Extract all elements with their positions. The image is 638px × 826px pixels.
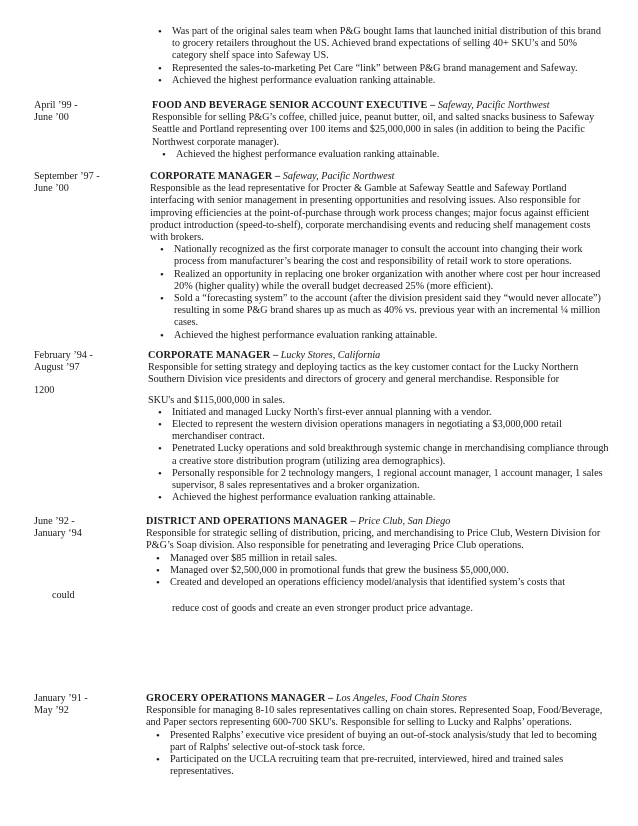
list-item: • Participated on the UCLA recruiting team that pre-recruited, interviewed, hired and trained sales representatives.: [146, 754, 610, 778]
job-bullet-list: [152, 149, 610, 161]
list-item: • Achieved the highest performance evaluation ranking attainable.: [152, 149, 610, 161]
job-dates: [34, 100, 144, 124]
job-title: GROCERY OPERATIONS MANAGER –: [146, 693, 334, 704]
job-entry: [150, 171, 610, 342]
job-bullet-list: [150, 244, 610, 342]
stray-date-note: 1200: [34, 385, 55, 396]
list-item: • Managed over $2,500,000 in promotional funds that grew the business $5,000,000.: [146, 565, 610, 577]
list-item: • Achieved the highest performance evaluation ranking attainable.: [150, 330, 610, 342]
list-item: • Personally responsible for 2 technology mangers, 1 regional account manager, 1 account manager, 1 sales supervisor, 8 sales representatives and a broker organization.: [148, 468, 610, 492]
job-heading: [146, 693, 610, 705]
job-dates: [34, 516, 144, 540]
date-end: May ’92: [34, 705, 69, 717]
job-heading: [146, 516, 610, 528]
date-end: June ’00: [34, 183, 69, 195]
list-item: • Nationally recognized as the first corporate manager to consult the account into changing their work process from manufacturer’s bearing the cost and responsibility of retail work to store operations.: [150, 244, 610, 268]
date-start: February ’94 -: [34, 350, 93, 361]
job-description: Responsible for strategic selling of distribution, pricing, and merchandising to Price Club, Western Division for P&G’s Soap division. Also responsible for penetrating and leveraging Price Club operations.: [146, 528, 601, 552]
list-item: • Presented Ralphs’ executive vice president of buying an out-of-stock analysis/study that led to becoming part of Ralphs' selective out-of-stock task force.: [146, 730, 610, 754]
job-description: Responsible as the lead representative for Procter & Gamble at Safeway Seattle and Safeway Portland interfacing with senior management in presenting opportunities and resolving issues. Also responsible for improving efficiencies at the point-of-purchase through work process changes; major focus against efficient product introduction (speed-to-shelf), corporate merchandising events and reducing shelf management costs with brokers.: [150, 183, 591, 244]
job-title: CORPORATE MANAGER –: [150, 171, 281, 182]
job-dates: [34, 350, 144, 374]
date-start: April ’99 -: [34, 100, 78, 111]
job-dates: [34, 171, 144, 195]
date-start: January ’91 -: [34, 693, 88, 704]
job-bullet-list: [146, 553, 610, 590]
list-item: • Realized an opportunity in replacing one broker organization with another where cost per hour increased 20% (higher quality) while the overall budget decreased 25% (more efficient).: [150, 269, 610, 293]
intro-section: [148, 26, 610, 87]
date-end: August ’97: [34, 362, 80, 374]
list-item: • Sold a “forecasting system” to the account (after the division president said they “would never allocate”) resulting in some P&G brand shares up as much as 40% vs. previous year with an incremental ¼ million cases.: [150, 293, 610, 330]
job-company: Safeway, Pacific Northwest: [437, 100, 550, 111]
job-description: Responsible for managing 8-10 sales representatives calling on chain stores. Represented Soap, Food/Beverage, and Paper sectors representing 600-700 SKU's. Responsible for selling to Lucky and Ralphs’ operations.: [146, 705, 603, 729]
list-item: • Penetrated Lucky operations and sold breakthrough systemic change in merchandising compliance through a creative store distribution program (utilizing area demographics).: [148, 443, 610, 467]
job-company: Safeway, Pacific Northwest: [282, 171, 395, 182]
job-description: Responsible for selling P&G’s coffee, chilled juice, peanut butter, oil, and salted snacks business to Safeway Seattle and Portland representing over 100 items and $25,000,000 in sales (in addition to being the Pacific Northwest corporate manager).: [152, 112, 595, 148]
job-dates: [34, 693, 144, 717]
job-company: Price Club, San Diego: [358, 516, 451, 527]
stray-word-note: could: [52, 590, 75, 601]
job-heading: [148, 350, 610, 362]
list-item: • Was part of the original sales team when P&G bought Iams that launched initial distribution of this brand to grocery retailers throughout the US. Achieved brand expectations of selling 40+ SKU’s and 50% category shelf space into Safeway US.: [148, 26, 610, 63]
job-entry: [152, 100, 610, 161]
list-item: • Managed over $85 million in retail sales.: [146, 553, 610, 565]
date-end: January ‘94: [34, 528, 82, 540]
job-bullet-list: [146, 730, 610, 779]
job-entry: [146, 516, 610, 589]
list-item: • Elected to represent the western division operations managers in negotiating a $3,000,000 retail merchandiser contract.: [148, 419, 610, 443]
job-heading: [152, 100, 610, 112]
job-title: CORPORATE MANAGER –: [148, 350, 279, 361]
job-entry: [146, 693, 610, 778]
job-title: DISTRICT AND OPERATIONS MANAGER –: [146, 516, 356, 527]
job-description: Responsible for setting strategy and deploying tactics as the key customer contact for the Lucky Northern Southern Division vice presidents and directors of grocery and general merchandise. Responsible for: [148, 362, 579, 386]
job-company: Lucky Stores, California: [280, 350, 381, 361]
job-description-continued: SKU's and $115,000,000 in sales.: [148, 394, 286, 406]
date-start: September ’97 -: [34, 171, 100, 182]
date-start: June ’92 -: [34, 516, 75, 527]
intro-bullet-list: [148, 26, 610, 87]
job-heading: [150, 171, 610, 183]
job-title: FOOD AND BEVERAGE SENIOR ACCOUNT EXECUTIVE –: [152, 100, 436, 111]
list-item: • Achieved the highest performance evaluation ranking attainable.: [148, 75, 610, 87]
list-item: • Created and developed an operations efficiency model/analysis that identified system’s costs that: [146, 577, 610, 589]
job-company: Los Angeles, Food Chain Stores: [335, 693, 467, 704]
job-bullet-list: [148, 407, 610, 505]
list-item: • Represented the sales-to-marketing Pet Care “link” between P&G brand management and Safeway.: [148, 63, 610, 75]
list-item: • Initiated and managed Lucky North's first-ever annual planning with a vendor.: [148, 407, 610, 419]
date-end: June ’00: [34, 112, 69, 124]
list-item: • Achieved the highest performance evaluation ranking attainable.: [148, 492, 610, 504]
job-entry: [148, 350, 610, 504]
continuation-line: reduce cost of goods and create an even stronger product price advantage.: [172, 603, 473, 614]
